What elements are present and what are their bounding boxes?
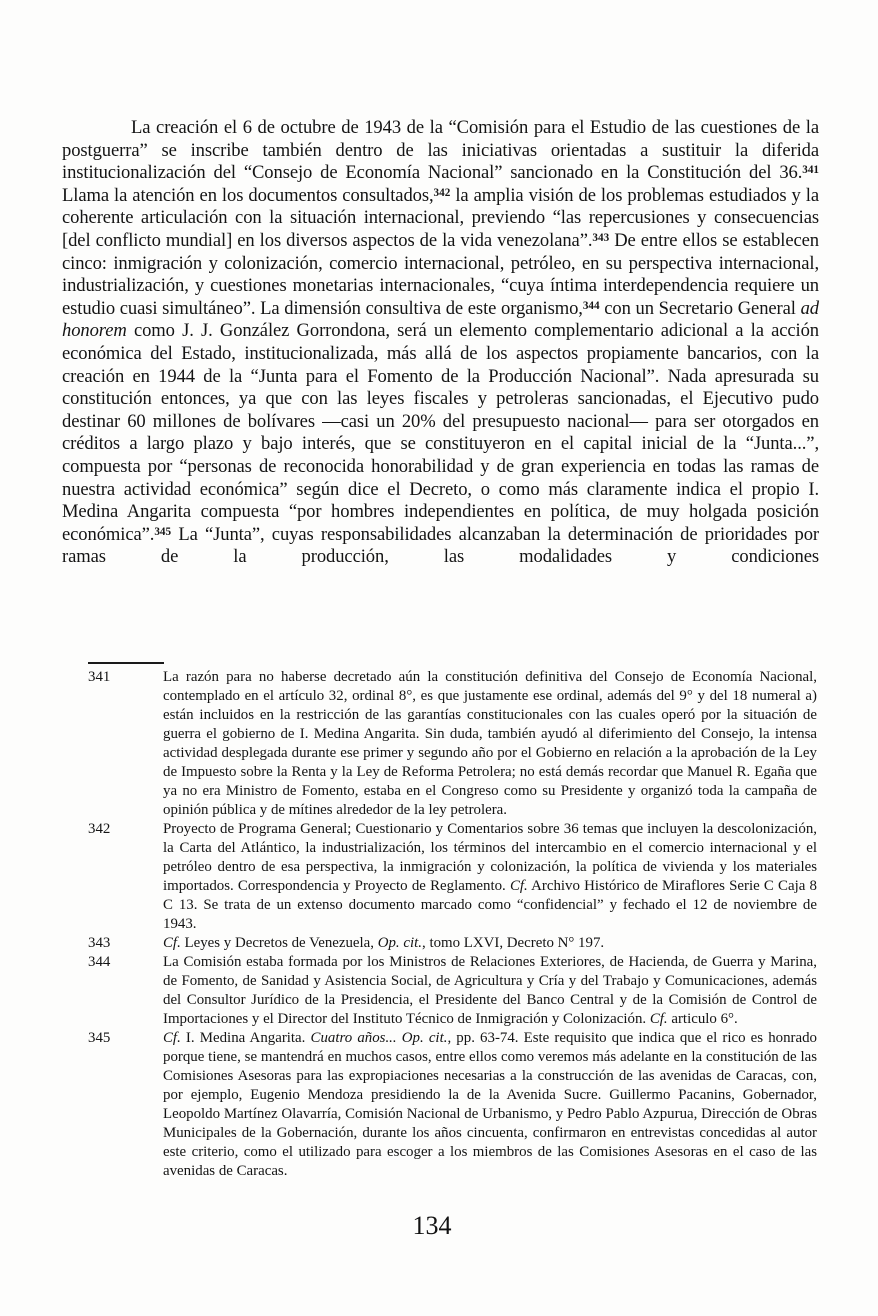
- body-paragraph: [62, 117, 819, 569]
- footnote-reference: 341: [802, 164, 819, 177]
- text-run: La razón para no haberse decretado aún la constitución definitiva del Consejo de Economía Nacional, contemplado en el artículo 32, ordinal 8°, es que justamente ese ordinal, además del 9° y del 18 numeral a) están incluidos en la restricción de las garantías constitucionales con las cuales operó por la situación de guerra el gobierno de I. Medina Angarita. Sin duda, también ayudó al diferimiento del Consejo, la intensa actividad desplegada durante ese primer y segundo año por el Gobierno en relación a la aprobación de la Ley de Impuesto sobre la Renta y la Ley de Reforma Petrolera; no está demás recordar que Manuel R. Egaña que ya no era Ministro de Fomento, estaba en el Congreso como su Presidente y organizó toda la campaña de opinión pública y de mítines alrededor de la ley petrolera.: [163, 669, 817, 818]
- text-run: ad honorem: [62, 297, 819, 342]
- text-run: la amplia visión de los problemas estudiados y la coherente articulación con la situación internacional, previendo “las repercusiones y consecuencias [del conflicto mundial] en los diversos aspectos de la vida venezolana”.: [62, 184, 819, 251]
- text-run: De entre ellos se establecen cinco: inmigración y colonización, comercio internacional, petróleo, en su perspectiva internacional, industrialización, y cuestiones monetarias internacionales, “cuya íntima interdependencia requiere un estudio cuasi simultáneo”. La dimensión consultiva de este organismo,: [62, 229, 819, 319]
- footnote-reference: 345: [154, 525, 172, 538]
- footnote-text: [163, 954, 817, 1027]
- footnote-reference: 343: [592, 231, 610, 244]
- footnote-text: [163, 669, 817, 818]
- footnote-separator: [88, 662, 164, 664]
- text-run: articulo 6°.: [667, 1011, 738, 1027]
- footnotes-section: [88, 668, 817, 1181]
- footnote-item: [88, 934, 817, 953]
- text-run: , pp. 63-74. Este requisito que indica que el rico es honrado porque tiene, se mantendrá en muchos casos, entre ellos como veremos más adelante en la constitución de las Comisiones Asesoras para las expropiaciones necesarias a la construcción de las avenidas de Caracas, con, por ejemplo, Eugenio Mendoza presidiendo la de la Avenida Sucre. Guillermo Pacanins, Gobernador, Leopoldo Martínez Olavarría, Comisión Nacional de Urbanismo, y Pedro Pablo Azpurua, Dirección de Obras Municipales de la Gobernación, durante los años cincuenta, confirmaron en entrevistas concedidas al autor este criterio, como el utilizado para escoger a los miembros de las Comisiones Asesoras en el caso de las avenidas de Caracas.: [163, 1030, 817, 1179]
- text-run: con un Secretario General: [599, 297, 801, 319]
- text-run: Cf.: [163, 935, 181, 951]
- text-run: Leyes y Decretos de Venezuela,: [180, 935, 378, 951]
- text-run: La “Junta”, cuyas responsabilidades alcanzaban la determinación de prioridades por ramas de la producción, las modalidades y condiciones: [62, 523, 819, 568]
- text-run: La creación el 6 de octubre de 1943 de la “Comisión para el Estudio de las cuestiones de la postguerra” se inscribe también dentro de las iniciativas orientadas a sustituir la diferida institucionalización del “Consejo de Economía Nacional” sancionado en la Constitución del 36.: [62, 117, 819, 184]
- text-run: como J. J. González Gorrondona, será un elemento complementario adicional a la acción económica del Estado, institucionalizada, más allá de los aspectos propiamente bancarios, con la creación en 1944 de la “Junta para el Fomento de la Producción Nacional”. Nada apresurada su constitución entonces, ya que con las leyes fiscales y petroleras sancionadas, el Ejecutivo pudo destinar 60 millones de bolívares —casi un 20% del presupuesto nacional— para ser otorgados en créditos a largo plazo y bajo interés, que se constituyeron en el capital inicial de la “Junta...”, compuesta por “personas de reconocida honorabilidad y de gran experiencia en todas las ramas de nuestra actividad económica” según dice el Decreto, o como más claramente indica el propio I. Medina Angarita compuesta “por hombres independientes en política, de muy holgada posición económica”.: [62, 320, 819, 545]
- text-run: Archivo Histórico de Miraflores Serie C Caja 8 C 13. Se trata de un extenso documento marcado como “confidencial” y fechado el 12 de noviembre de 1943.: [163, 878, 817, 932]
- text-run: Proyecto de Programa General; Cuestionario y Comentarios sobre 36 temas que incluyen la descolonización, la Carta del Atlántico, la industrialización, los términos del intercambio en el comercio internacional y el petróleo dentro de esa perspectiva, la inmigración y colonización, la política de vivienda y los materiales importados. Correspondencia y Proyecto de Reglamento.: [163, 821, 817, 894]
- footnote-number: 344: [88, 954, 111, 970]
- footnote-reference: 342: [433, 186, 451, 199]
- footnote-reference: 344: [582, 299, 600, 312]
- footnote-number: 342: [88, 821, 111, 837]
- footnote-text: [163, 935, 604, 951]
- text-run: Cf.: [649, 1011, 668, 1027]
- text-run: Cuatro años... Op. cit.: [310, 1030, 448, 1046]
- page-number: 134: [412, 1211, 452, 1240]
- footnote-number: 345: [88, 1030, 111, 1046]
- footnote-item: [88, 668, 817, 820]
- text-run: La Comisión estaba formada por los Ministros de Relaciones Exteriores, de Hacienda, de Guerra y Marina, de Fomento, de Sanidad y Asistencia Social, de Agricultura y Cría y del Trabajo y Comunicaciones, además del Consultor Jurídico de la Presidencia, el Presidente del Banco Central y de la Comisión de Control de Importaciones y el Director del Instituto Técnico de Inmigración y Colonización.: [163, 954, 817, 1027]
- text-run: Llama la atención en los documentos consultados,: [62, 184, 434, 206]
- text-run: , tomo LXVI, Decreto N° 197.: [422, 935, 605, 951]
- footnote-text: [163, 821, 817, 932]
- footnote-item: [88, 820, 817, 934]
- text-run: Op. cit.: [377, 935, 422, 951]
- text-run: Cf.: [163, 1030, 181, 1046]
- footnote-number: 341: [88, 669, 111, 685]
- footnote-text: [163, 1030, 817, 1179]
- text-run: Cf.: [509, 878, 528, 894]
- text-run: I. Medina Angarita.: [180, 1030, 311, 1046]
- footnote-item: [88, 953, 817, 1029]
- footnote-number: 343: [88, 935, 111, 951]
- footnote-item: [88, 1029, 817, 1181]
